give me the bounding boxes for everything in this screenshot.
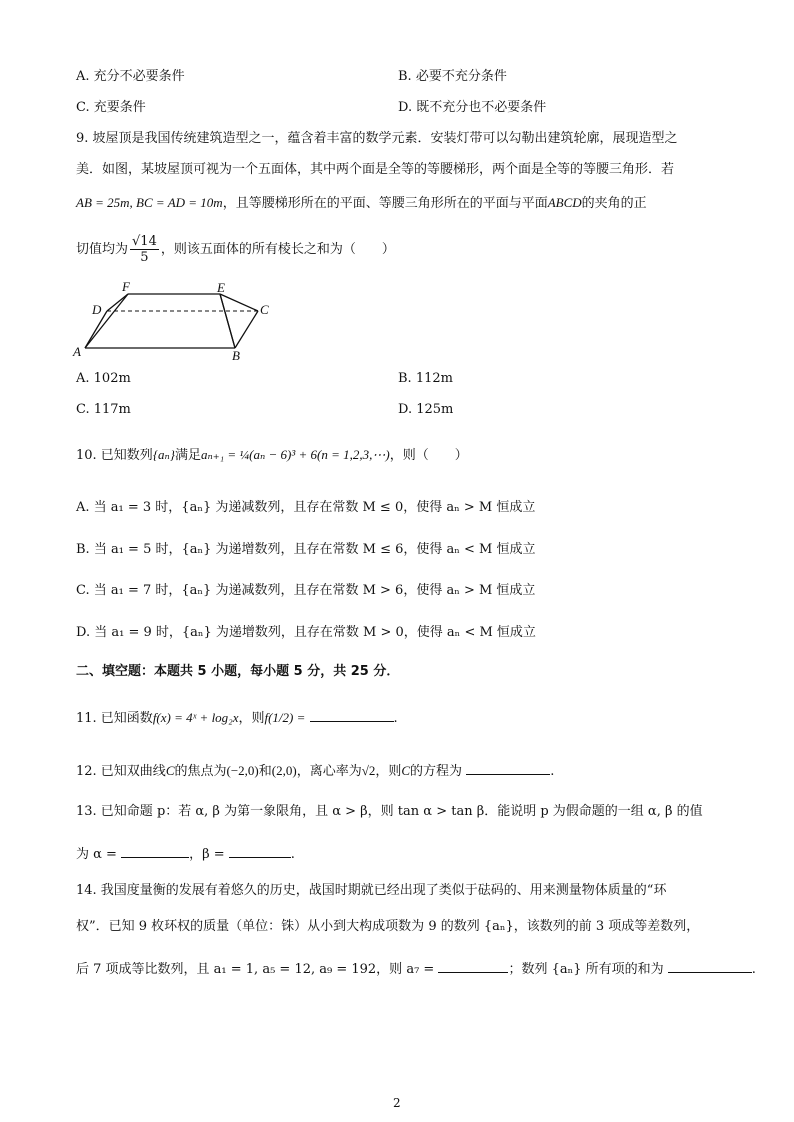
q10-recurrence-formula: aₙ₊₁ = ¼(aₙ − 6)³ + 6(n = 1,2,3,⋯) [201,447,390,462]
q12-end: 的方程为 [410,764,463,779]
q9-plane-abcd: ABCD [547,195,582,210]
q14-line-3-pre: 后 7 项成等比数列，且 a₁ = 1, a₅ = 12, a₉ = 192，则 a₇ = [76,962,435,977]
q11-ask: f(1/2) = [264,710,306,725]
q12-and: 和 [258,764,272,779]
q9-option-a: A. 102m [76,371,131,386]
q13-line-1: 13. 已知命题 p：若 α, β 为第一象限角，且 α > β，则 tan α > tan β．能说明 p 为假命题的一组 α, β 的值 [76,804,703,819]
label-c: C [260,302,269,317]
q8-option-d: D. 既不充分也不必要条件 [398,100,547,115]
q12-focus-1: (−2,0) [226,763,259,778]
q13-line-2 [76,843,295,864]
q11-end: . [393,711,398,726]
q12-curve-c-2: C [401,763,411,778]
q13-beta-blank[interactable] [229,843,291,858]
q10-option-b: B. 当 a₁ = 5 时，{aₙ} 为递增数列，且存在常数 M ≤ 6，使得 aₙ < M 恒成立 [76,542,536,557]
q13-line-2-mid: ，β = [189,847,225,862]
q12-answer-blank[interactable] [466,760,550,775]
q8-option-c: C. 充要条件 [76,100,146,115]
q11-answer-blank[interactable] [310,707,394,722]
q8-option-b: B. 必要不充分条件 [398,69,507,84]
q9-line-4-post: ，则该五面体的所有棱长之和为（ ） [160,242,395,257]
section-2-heading: 二、填空题：本题共 5 小题，每小题 5 分，共 25 分． [76,664,400,679]
edge-df [107,294,128,311]
q14-line-3-end: . [751,962,756,977]
q9-line-3-end: 的夹角的正 [581,196,647,211]
edge-be [220,294,235,348]
q10-stem [76,446,468,465]
q14-a7-blank[interactable] [438,958,508,973]
label-e: E [217,280,225,295]
q9-line-3 [76,194,647,213]
label-d: D [92,302,102,317]
q12-focus-2: (2,0) [271,763,297,778]
q9-option-b: B. 112m [398,371,453,386]
page-number: 2 [393,1096,401,1110]
q9-line-3-text: ，且等腰梯形所在的平面、等腰三角形所在的平面与平面 [222,196,548,211]
q12-pre: 12. 已知双曲线 [76,764,166,779]
q12-mid2: ，离心率为 [296,764,362,779]
q11-pre: 11. 已知函数 [76,711,153,726]
q14-line-3-mid: ；数列 {aₙ} 所有项的和为 [508,962,664,977]
q14-line-1: 14. 我国度量衡的发展有着悠久的历史，战国时期就已经出现了类似于砝码的、用来测量物体质量的“环 [76,883,667,898]
q12-stem [76,760,554,781]
q12-mid3: ，则 [375,764,402,779]
q12-eccentricity: √2 [361,763,376,778]
q10-stem-mid: 满足 [174,448,201,463]
q9-tangent-fraction [130,234,159,265]
q8-option-a: A. 充分不必要条件 [76,69,185,84]
q9-line-4 [76,232,395,268]
q10-option-d: D. 当 a₁ = 9 时，{aₙ} 为递增数列，且存在常数 M > 0，使得 aₙ < M 恒成立 [76,625,536,640]
edge-bc [235,311,258,348]
q14-line-2: 权”．已知 9 枚环权的质量（单位：铢）从小到大构成项数为 9 的数列 {aₙ}，该数列的前 3 项成等差数列， [76,919,700,934]
label-f: F [122,280,130,294]
q11-mid: ，则 [238,711,265,726]
q12-mid1: 的焦点为 [174,764,227,779]
q12-curve-c: C [165,763,175,778]
q9-line-1: 9. 坡屋顶是我国传统建筑造型之一，蕴含着丰富的数学元素．安装灯带可以勾勒出建筑轮廓，展现造型之 [76,131,678,146]
q14-sum-blank[interactable] [668,958,752,973]
q9-option-d: D. 125m [398,402,454,417]
q12-dot: . [550,764,555,779]
label-a: A [73,344,81,359]
q10-option-a: A. 当 a₁ = 3 时，{aₙ} 为递减数列，且存在常数 M ≤ 0，使得 aₙ > M 恒成立 [76,500,536,515]
q9-frac-denominator: 5 [140,250,149,265]
q9-option-c: C. 117m [76,402,131,417]
q10-option-c: C. 当 a₁ = 7 时，{aₙ} 为递减数列，且存在常数 M > 6，使得 aₙ > M 恒成立 [76,583,536,598]
q13-alpha-blank[interactable] [121,843,189,858]
q9-line-4-pre: 切值均为 [76,242,129,257]
q10-sequence: {aₙ} [152,447,175,462]
q14-line-3 [76,958,756,979]
edge-ec [220,294,258,311]
q10-stem-post: ，则（ ） [389,448,468,463]
q10-stem-pre: 10. 已知数列 [76,448,153,463]
q13-line-2-end: . [290,847,295,862]
q11-stem [76,700,398,737]
q9-line-2: 美．如图，某坡屋顶可视为一个五面体，其中两个面是全等的等腰梯形，两个面是全等的等腰三角形．若 [76,162,675,177]
q13-line-2-pre: 为 α = [76,847,117,862]
q9-roof-figure [70,280,280,365]
q9-frac-numerator: √14 [132,234,157,249]
q9-dimensions: AB = 25m, BC = AD = 10m [76,195,223,210]
q11-function: f(x) = 4ˣ + log₂x [152,710,239,725]
label-b: B [232,348,240,363]
